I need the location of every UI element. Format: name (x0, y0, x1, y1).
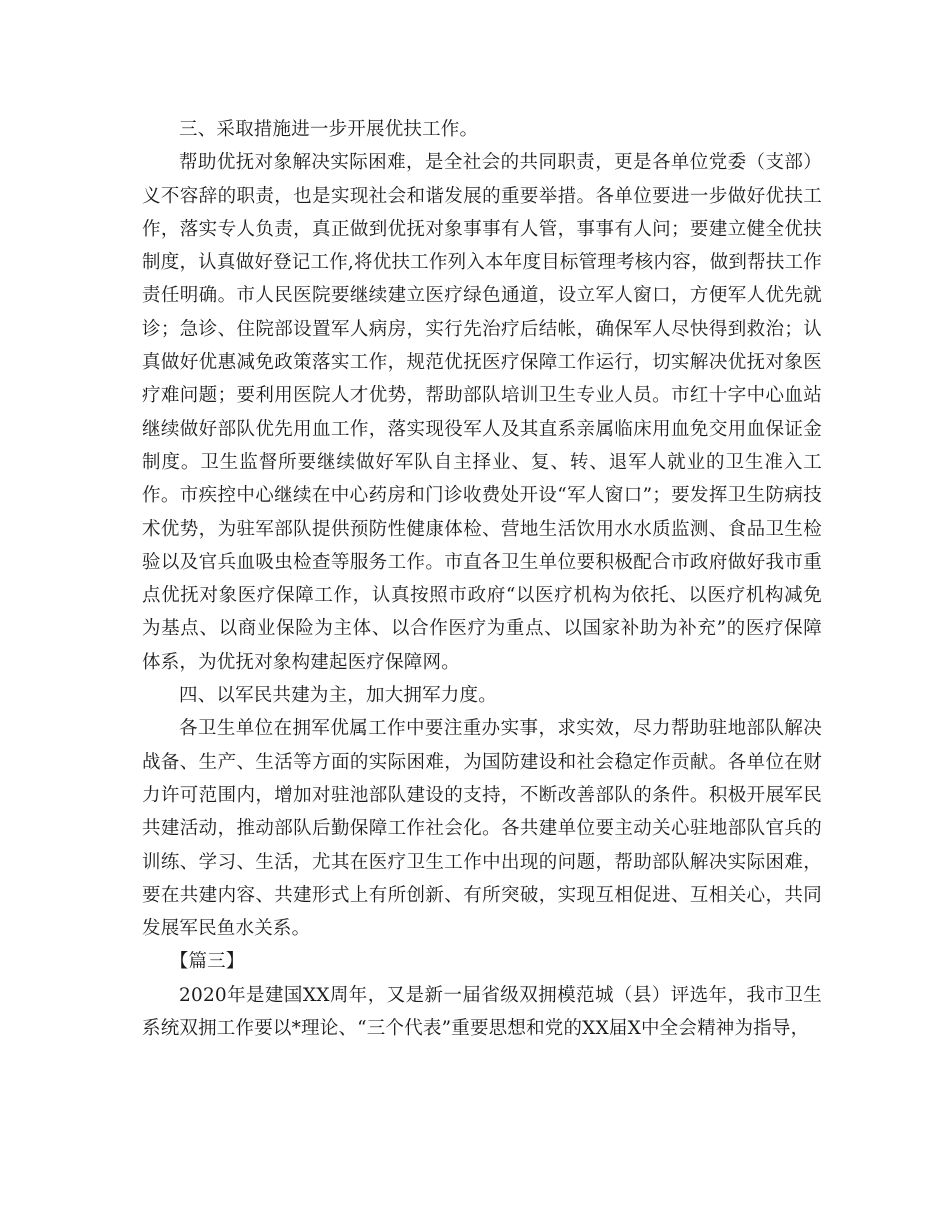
document-body (142, 113, 822, 1045)
part-heading: 【篇三】 (169, 951, 245, 973)
paragraph: 各卫生单位在拥军优属工作中要注重办实事，求实效，尽力帮助驻地部队解决战备、生产、生活等方面的实际困难，为国防建设和社会稳定作贡献。各单位在财力许可范围内，增加对驻池部队建设的支持，不断改善部队的条件。积极开展军民共建活动，推动部队后勤保障工作社会化。各共建单位要主动关心驻地部队官兵的训练、学习、生活，尤其在医疗卫生工作中出现的问题，帮助部队解决实际困难，要在共建内容、共建形式上有所创新、有所突破，实现互相促进、互相关心，共同发展军民鱼水关系。 (142, 718, 822, 940)
section-heading-4: 四、以军民共建为主，加大拥军力度。 (179, 685, 497, 707)
paragraph: 帮助优抚对象解决实际困难，是全社会的共同职责，更是各单位党委（支部）义不容辞的职责，也是实现社会和谐发展的重要举措。各单位要进一步做好优扶工作，落实专人负责，真正做到优抚对象事事有人管，事事有人问；要建立健全优扶制度，认真做好登记工作,将优扶工作列入本年度目标管理考核内容，做到帮扶工作责任明确。市人民医院要继续建立医疗绿色通道，设立军人窗口，方便军人优先就诊；急诊、住院部设置军人病房，实行先治疗后结帐，确保军人尽快得到救治；认真做好优惠减免政策落实工作，规范优抚医疗保障工作运行，切实解决优抚对象医疗难问题；要利用医院人才优势，帮助部队培训卫生专业人员。市红十字中心血站继续做好部队优先用血工作，落实现役军人及其直系亲属临床用血免交用血保证金制度。卫生监督所要继续做好军队自主择业、复、转、退军人就业的卫生准入工作。市疾控中心继续在中心药房和门诊收费处开设“军人窗口”；要发挥卫生防病技术优势，为驻军部队提供预防性健康体检、营地生活饮用水水质监测、食品卫生检验以及官兵血吸虫检查等服务工作。市直各卫生单位要积极配合市政府做好我市重点优抚对象医疗保障工作，认真按照市政府“以医疗机构为依托、以医疗机构减免为基点、以商业保险为主体、以合作医疗为重点、以国家补助为补充”的医疗保障体系，为优抚对象构建起医疗保障网。 (142, 152, 822, 673)
paragraph: 2020年是建国XX周年，又是新一届省级双拥模范城（县）评选年，我市卫生系统双拥工作要以*理论、“三个代表”重要思想和党的XX届X中全会精神为指导， (142, 984, 822, 1040)
section-heading-3: 三、采取措施进一步开展优扶工作。 (179, 119, 479, 140)
